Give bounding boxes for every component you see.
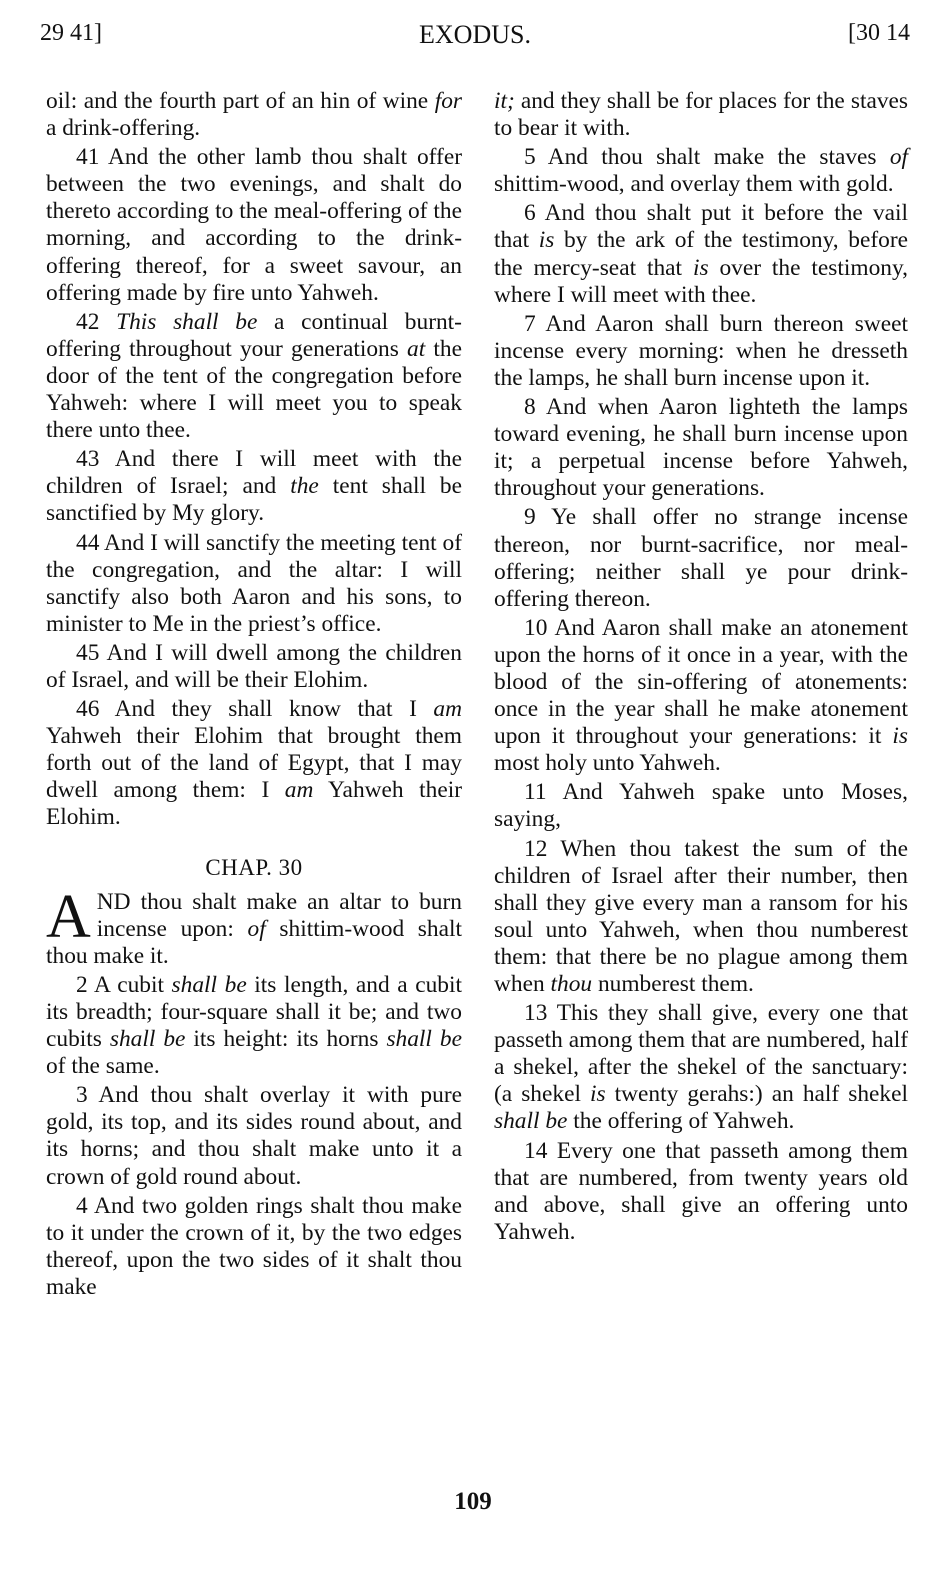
verse-number: 3	[76, 1082, 88, 1109]
verse-text: its height: its horns	[185, 1026, 387, 1053]
verse-text: oil: and the fourth part of an hin of wine	[46, 88, 435, 114]
verse-italic: shall be	[386, 1026, 462, 1053]
verse-12	[494, 836, 908, 999]
verse-number: 4	[76, 1192, 88, 1219]
verse-italic: it;	[494, 88, 515, 114]
verse-italic: shall be	[109, 1026, 186, 1053]
verse-text: Every one that passeth among them that are numbered, from twenty years old and above, shall give an offering unto Yahweh.	[494, 1137, 908, 1245]
verse-14	[494, 1138, 908, 1246]
verse-text: ND thou shalt make an altar to burn incense upon:	[96, 888, 462, 942]
verse-number: 13	[524, 1000, 548, 1027]
verse-number: 11	[524, 779, 547, 806]
verse-italic: am	[433, 696, 462, 723]
drop-cap: A	[46, 882, 91, 951]
verse-text: Yahweh their Elohim that brought them forth out of the land of Egypt, that I may dwell among them: I	[46, 723, 462, 804]
verse-text: of the same.	[46, 1053, 160, 1080]
header-left-reference: 29 41]	[40, 20, 102, 46]
verse-text: and they shall be for places for the staves to bear it with.	[494, 88, 908, 142]
verse-text: And Aaron shall burn thereon sweet incense every morning: when he dresseth the lamps, he shall burn incense upon it.	[494, 310, 908, 391]
verse-italic: shall be	[494, 1108, 568, 1135]
verse-3	[46, 1082, 462, 1190]
verse-number: 2	[76, 971, 88, 998]
verse-italic: am	[284, 777, 314, 804]
verse-number: 10	[524, 614, 548, 641]
verse-italic: is	[692, 254, 709, 281]
verse-text: And when Aaron lighteth the lamps toward evening, he shall burn incense upon it; a perpetual incense before Yahweh, throughout your generations.	[494, 394, 908, 502]
verse-text: And the other lamb thou shalt offer between the two evenings, and shalt do thereto according to the meal-offering of the morning, and according to the drink-offering thereof, for a sweet savour, an offering made by fire unto Yahweh.	[46, 144, 463, 306]
verse-text: And I will dwell among the children of Israel, and will be their Elohim.	[46, 639, 463, 693]
verse-text: And I will sanctify the meeting tent of the congregation, and the altar: I will sanctify also both Aaron and his sons, to minister to Me in the priest’s office.	[46, 529, 462, 637]
verse-number: 12	[524, 835, 548, 862]
verse-text: by the ark of the testimony, before the mercy-seat that	[494, 227, 908, 281]
right-column	[494, 88, 908, 1248]
verse-text: shittim-wood shalt thou make it.	[46, 915, 462, 969]
verse-text: over the testimony, where I will meet with thee.	[494, 254, 908, 308]
page-number: 109	[454, 1488, 492, 1515]
verse-italic: is	[538, 227, 555, 254]
verse-text: most holy unto Yahweh.	[494, 750, 721, 777]
verse-text: And they shall know that I	[114, 696, 434, 723]
verse-text: its length, and a cubit its breadth; four-square shall it be; and two cubits	[46, 971, 462, 1053]
verse-2	[46, 972, 462, 1080]
verse-43	[46, 446, 462, 527]
verse-number: 14	[524, 1137, 548, 1164]
verse-text: A cubit	[94, 971, 172, 998]
verse-number: 46	[76, 696, 100, 723]
verse-number: 45	[76, 639, 100, 666]
verse-number: 43	[76, 446, 100, 473]
verse-italic: for	[434, 88, 462, 114]
verse-text: When thou takest the sum of the children of Israel after their number, then shall they give every man a ransom for his soul unto Yahweh, when thou numberest them: that there be no plague among them when	[494, 835, 908, 997]
verse-7	[494, 311, 908, 392]
verse-text: And thou shalt put it before the vail that	[494, 200, 908, 254]
verse-number: 41	[76, 144, 100, 171]
verse-1	[46, 882, 462, 970]
verse-text: numberest them.	[592, 971, 754, 997]
verse-45	[46, 640, 462, 694]
verse-number: 9	[524, 504, 536, 531]
verse-11	[494, 779, 908, 833]
verse-44	[46, 530, 462, 638]
verse-46	[46, 696, 462, 831]
verse-italic: This shall be	[116, 308, 258, 335]
verse-42	[46, 309, 462, 444]
verse-text: And thou shalt overlay it with pure gold, its top, and its sides round about, and its horns; and thou shalt make unto it a crown of gold round about.	[46, 1082, 462, 1190]
book-title: EXODUS.	[419, 20, 531, 49]
verse-text: the door of the tent of the congregation before Yahweh: where I will meet you to speak there unto thee.	[46, 335, 462, 444]
verse-13	[494, 1000, 908, 1135]
verse-continuation	[494, 88, 908, 142]
verse-text: And thou shalt make the staves	[547, 144, 890, 171]
verse-continuation	[46, 88, 462, 142]
verse-number: 8	[524, 394, 536, 421]
verse-text: tent shall be sanctified by My glory.	[46, 473, 463, 527]
verse-text: Yahweh their Elohim.	[46, 777, 462, 831]
verse-text: And there I will meet with the children of Israel; and	[46, 446, 462, 500]
running-header	[40, 20, 910, 54]
verse-italic: at	[407, 335, 426, 362]
verse-4	[46, 1193, 462, 1301]
verse-italic: of	[889, 144, 909, 171]
chapter-heading: CHAP. 30	[205, 854, 303, 880]
verse-10	[494, 615, 908, 778]
verse-number: 42	[76, 308, 100, 335]
verse-italic: of	[247, 915, 266, 942]
verse-41	[46, 144, 462, 307]
verse-number: 7	[524, 310, 536, 337]
verse-italic: the	[290, 473, 319, 500]
verse-text: twenty gerahs:) an half shekel	[605, 1081, 909, 1108]
verse-text: a drink-offering.	[46, 115, 201, 142]
verse-8	[494, 394, 908, 502]
left-column	[46, 88, 462, 1303]
verse-italic: shall be	[171, 971, 247, 998]
verse-text: And two golden rings shalt thou make to it under the crown of it, by the two edges thereof, upon the two sides of it shalt thou make	[46, 1192, 463, 1300]
verse-text: And Yahweh spake unto Moses, saying,	[494, 779, 908, 833]
verse-number: 5	[524, 144, 536, 171]
header-right-reference: [30 14	[848, 20, 910, 46]
verse-number: 6	[524, 200, 536, 227]
verse-6	[494, 200, 908, 308]
verse-italic: is	[590, 1081, 606, 1108]
verse-text: Ye shall offer no strange incense thereon, nor burnt-sacrifice, nor meal-offering; neither shall ye pour drink-offering thereon.	[494, 504, 908, 612]
verse-9	[494, 504, 908, 612]
verse-italic: thou	[550, 971, 593, 997]
verse-text: a continual burnt-offering throughout your generations	[46, 308, 462, 362]
verse-italic: is	[892, 723, 908, 750]
verse-text: shittim-wood, and overlay them with gold.	[494, 171, 894, 198]
verse-5	[494, 144, 908, 198]
verse-text: This they shall give, every one that passeth among them that are numbered, half a shekel, after the shekel of the sanctuary: (a shekel	[494, 1000, 908, 1108]
verse-text: And Aaron shall make an atonement upon the horns of it once in a year, with the blood of the sin-offering of atonements: once in the year shall he make atonement upon it throughout your generations: it	[494, 614, 908, 750]
verse-text: the offering of Yahweh.	[567, 1108, 795, 1135]
verse-number: 44	[76, 529, 100, 556]
